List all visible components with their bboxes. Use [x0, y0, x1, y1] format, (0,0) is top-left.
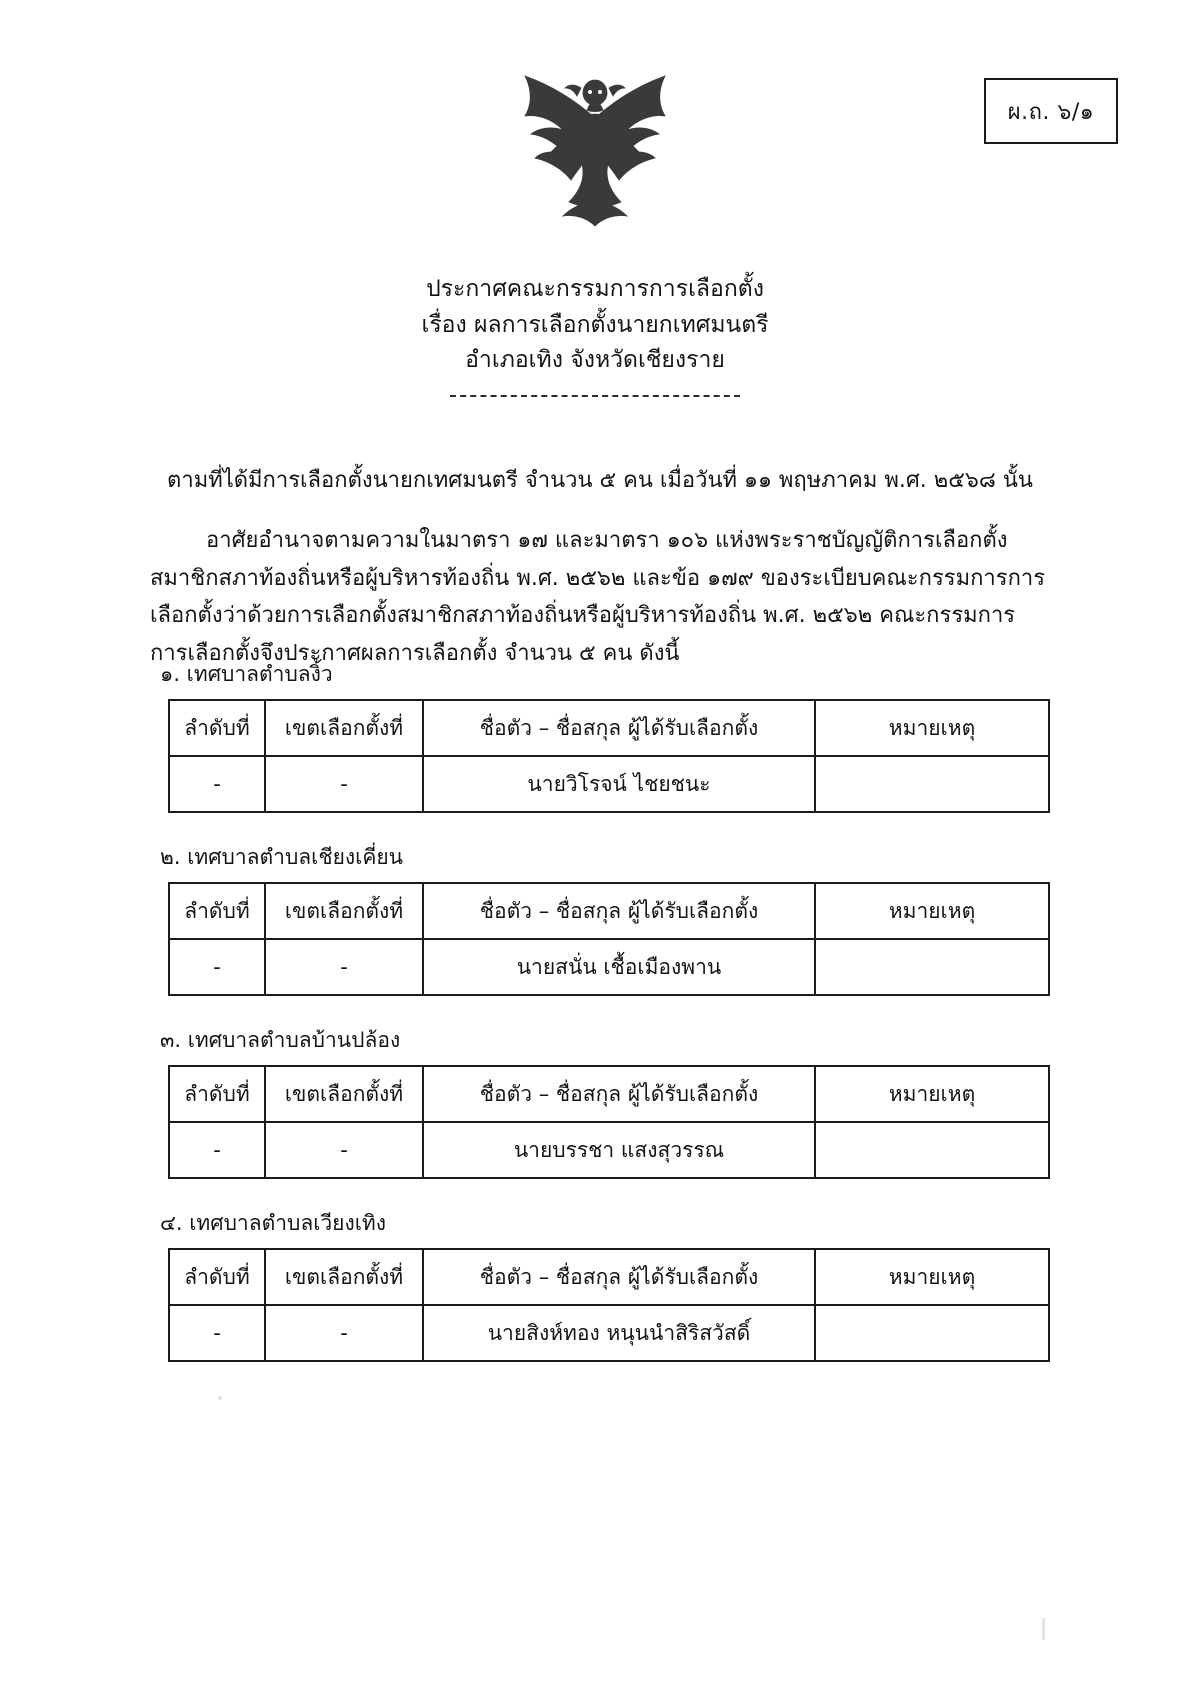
- result-table: [168, 699, 1050, 813]
- result-table: [168, 1248, 1050, 1362]
- cell-name: นายสิงห์ทอง หนุนนำสิริสวัสดิ์: [423, 1305, 815, 1361]
- heading-line-3: อำเภอเทิง จังหวัดเชียงราย: [465, 347, 725, 374]
- garuda-emblem-icon: [495, 62, 695, 244]
- section-title: ๑. เทศบาลตำบลงิ้ว: [160, 662, 333, 686]
- cell-order: -: [169, 1305, 265, 1361]
- body-text: [150, 440, 1050, 677]
- cell-zone: -: [265, 1122, 423, 1178]
- section-3: [150, 1024, 1050, 1179]
- cell-zone: -: [265, 756, 423, 812]
- table-row: [169, 939, 1049, 995]
- cell-note: [815, 939, 1049, 995]
- table-header-row: [169, 883, 1049, 939]
- table-header-row: [169, 1066, 1049, 1122]
- scan-speck: [218, 1396, 222, 1400]
- scan-streak: [1042, 1618, 1045, 1640]
- document-heading: [0, 272, 1190, 379]
- header-zone: เขตเลือกตั้งที่: [265, 700, 423, 756]
- section-title: ๔. เทศบาลตำบลเวียงเทิง: [160, 1211, 387, 1235]
- result-sections: [150, 658, 1050, 1390]
- form-code-text: ผ.ถ. ๖/๑: [1007, 99, 1095, 125]
- section-4: [150, 1207, 1050, 1362]
- table-row: [169, 756, 1049, 812]
- section-title: ๓. เทศบาลตำบลบ้านปล้อง: [160, 1028, 401, 1052]
- section-2: [150, 841, 1050, 996]
- table-header-row: [169, 700, 1049, 756]
- cell-order: -: [169, 1122, 265, 1178]
- cell-order: -: [169, 939, 265, 995]
- section-title: ๒. เทศบาลตำบลเชียงเคี่ยน: [160, 845, 404, 869]
- paragraph-2: อาศัยอำนาจตามความในมาตรา ๑๗ และมาตรา ๑๐๖ แห่งพระราชบัญญัติการเลือกตั้งสมาชิกสภาท้องถิ่นหรือผู้บริหารท้องถิ่น พ.ศ. ๒๕๖๒ และข้อ ๑๗๙ ของระเบียบคณะกรรมการการเลือกตั้งว่าด้วยการเลือกตั้งสมาชิกสภาท้องถิ่นหรือผู้บริหารท้องถิ่น พ.ศ. ๒๕๖๒ คณะกรรมการการเลือกตั้งจึงประกาศผลการเลือกตั้ง จำนวน ๕ คน ดังนี้: [150, 527, 1046, 667]
- header-zone: เขตเลือกตั้งที่: [265, 883, 423, 939]
- cell-zone: -: [265, 1305, 423, 1361]
- header-name: ชื่อตัว – ชื่อสกุล ผู้ได้รับเลือกตั้ง: [423, 883, 815, 939]
- heading-line-2: เรื่อง ผลการเลือกตั้งนายกเทศมนตรี: [421, 311, 769, 338]
- heading-line-1: ประกาศคณะกรรมการการเลือกตั้ง: [426, 276, 764, 302]
- header-name: ชื่อตัว – ชื่อสกุล ผู้ได้รับเลือกตั้ง: [423, 1249, 815, 1305]
- header-zone: เขตเลือกตั้งที่: [265, 1066, 423, 1122]
- cell-order: -: [169, 756, 265, 812]
- cell-name: นายบรรชา แสงสุวรรณ: [423, 1122, 815, 1178]
- header-note: หมายเหตุ: [815, 1066, 1049, 1122]
- section-1: [150, 658, 1050, 813]
- cell-note: [815, 1305, 1049, 1361]
- cell-name: นายวิโรจน์ ไชยชนะ: [423, 756, 815, 812]
- emblem-container: [0, 62, 1190, 244]
- cell-zone: -: [265, 939, 423, 995]
- header-order: ลำดับที่: [169, 883, 265, 939]
- header-name: ชื่อตัว – ชื่อสกุล ผู้ได้รับเลือกตั้ง: [423, 1066, 815, 1122]
- header-note: หมายเหตุ: [815, 700, 1049, 756]
- header-zone: เขตเลือกตั้งที่: [265, 1249, 423, 1305]
- header-name: ชื่อตัว – ชื่อสกุล ผู้ได้รับเลือกตั้ง: [423, 700, 815, 756]
- cell-note: [815, 1122, 1049, 1178]
- header-order: ลำดับที่: [169, 1066, 265, 1122]
- header-note: หมายเหตุ: [815, 1249, 1049, 1305]
- result-table: [168, 1065, 1050, 1179]
- result-table: [168, 882, 1050, 996]
- table-row: [169, 1122, 1049, 1178]
- heading-divider: [450, 395, 740, 397]
- header-order: ลำดับที่: [169, 1249, 265, 1305]
- table-header-row: [169, 1249, 1049, 1305]
- paragraph-1: ตามที่ได้มีการเลือกตั้งนายกเทศมนตรี จำนวน ๕ คน เมื่อวันที่ ๑๑ พฤษภาคม พ.ศ. ๒๕๖๘ นั้น: [167, 468, 1033, 493]
- header-note: หมายเหตุ: [815, 883, 1049, 939]
- cell-note: [815, 756, 1049, 812]
- table-row: [169, 1305, 1049, 1361]
- header-order: ลำดับที่: [169, 700, 265, 756]
- cell-name: นายสนั่น เชื้อเมืองพาน: [423, 939, 815, 995]
